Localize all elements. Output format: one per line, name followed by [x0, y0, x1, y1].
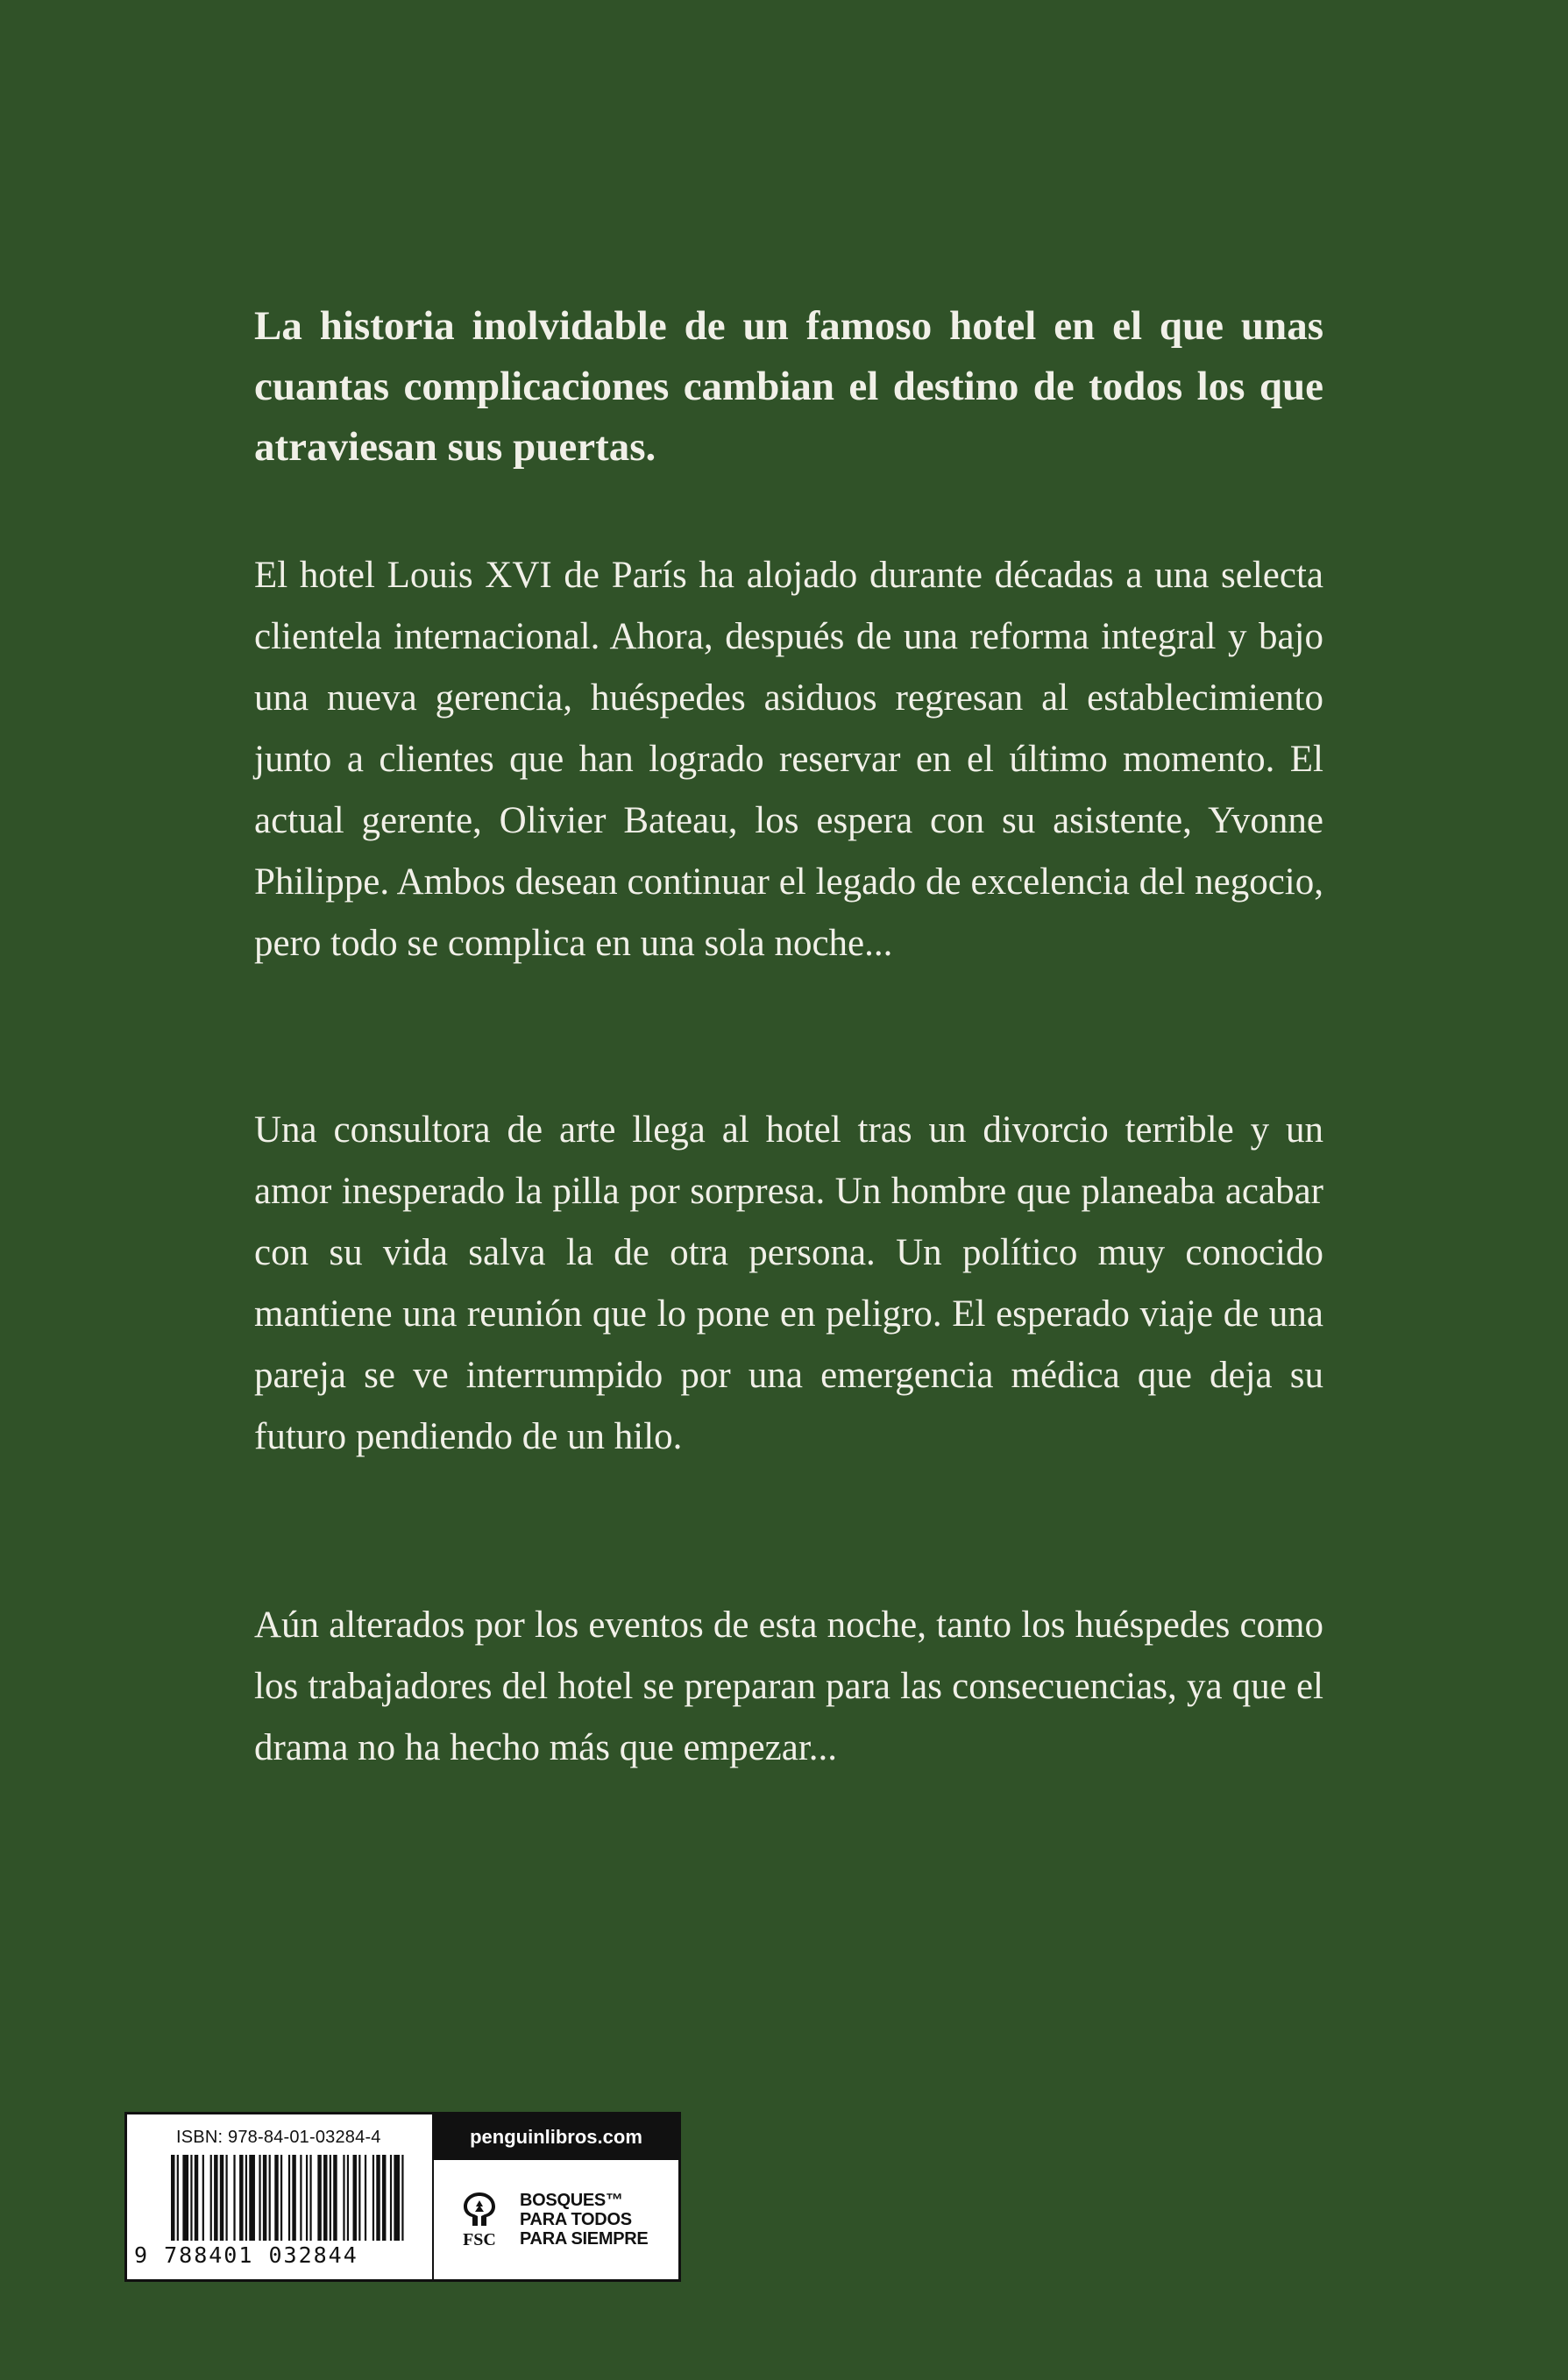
barcode-icon: [171, 2155, 408, 2241]
fsc-certification: [434, 2160, 678, 2279]
barcode-panel: [127, 2114, 434, 2279]
fsc-slogan: [520, 2191, 648, 2249]
intro-blurb: La historia inolvidable de un famoso hotel en el que unas cuantas complicaciones cambian el destino de todos los que atraviesan sus puertas.: [254, 303, 1323, 470]
fsc-slogan-line-2: PARA TODOS: [520, 2210, 632, 2229]
fsc-tree-icon: [459, 2190, 500, 2228]
fsc-slogan-line-1: BOSQUES™: [520, 2191, 623, 2210]
synopsis-paragraph-1: El hotel Louis XVI de París ha alojado durante décadas a una selecta clientela internacional. Ahora, después de una reforma integral y bajo una nueva gerencia, huéspedes asiduos regresan al establecimiento junto a clientes que han logrado reservar en el último momento. El actual gerente, Olivier Bateau, los espera con su asistente, Yvonne Philippe. Ambos desean continuar el legado de excelencia del negocio, pero todo se complica en una sola noche...: [254, 555, 1323, 964]
isbn-barcode-box: [124, 2112, 681, 2282]
fsc-text: FSC: [463, 2229, 496, 2249]
fsc-logo: [453, 2190, 506, 2250]
publisher-panel: [434, 2114, 678, 2279]
isbn-label: ISBN: 978-84-01-03284-4: [176, 2128, 381, 2147]
ean-digits: 9 788401 032844: [134, 2242, 358, 2268]
synopsis-paragraph-2: Una consultora de arte llega al hotel tras un divorcio terrible y un amor inesperado la pilla por sorpresa. Un hombre que planeaba acabar con su vida salva la de otra persona. Un político muy conocido mantiene una reunión que lo pone en peligro. El esperado viaje de una pareja se ve interrumpido por una emergencia médica que deja su futuro pendiendo de un hilo.: [254, 1109, 1323, 1457]
synopsis-paragraph-3: Aún alterados por los eventos de esta noche, tanto los huéspedes como los trabajadores del hotel se preparan para las consecuencias, ya que el drama no ha hecho más que empezar...: [254, 1604, 1323, 1768]
publisher-website: penguinlibros.com: [434, 2114, 678, 2160]
fsc-slogan-line-3: PARA SIEMPRE: [520, 2229, 649, 2249]
